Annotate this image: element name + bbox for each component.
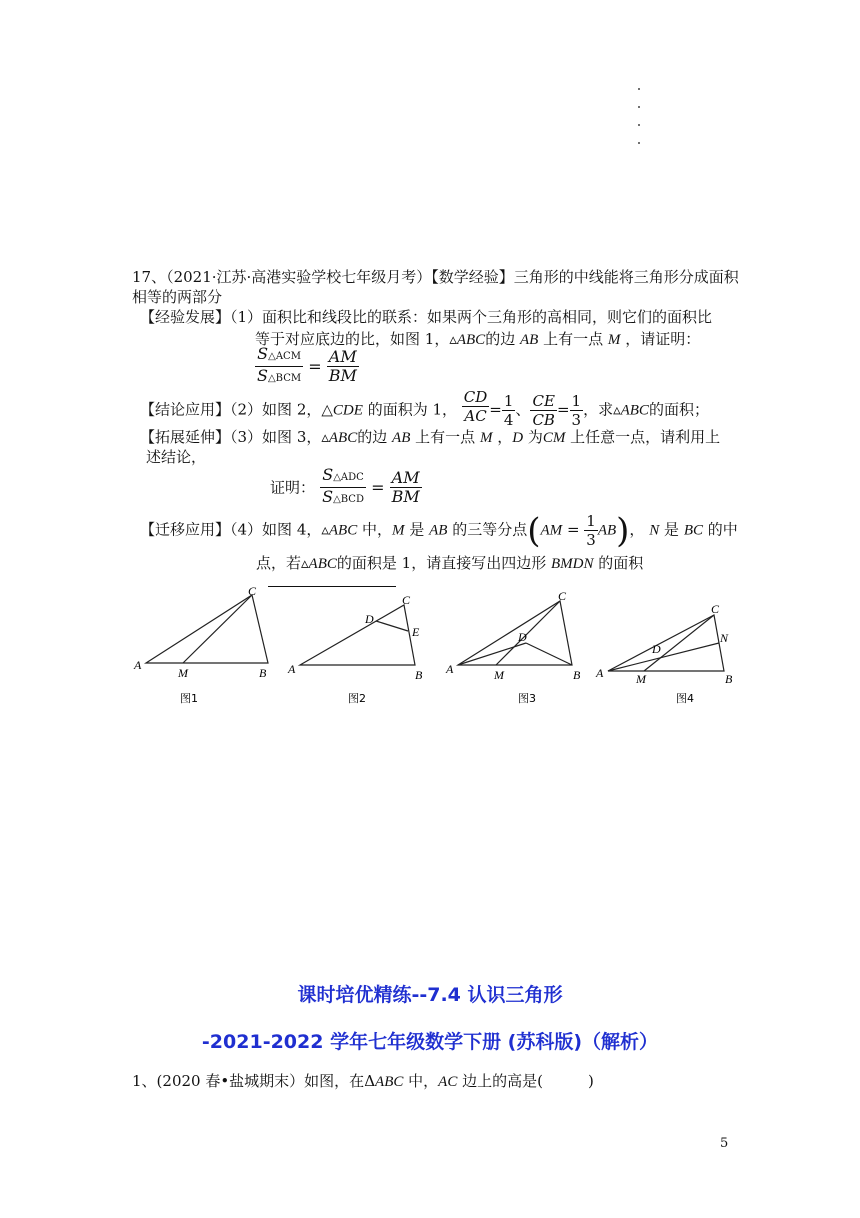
problem1-line: 1、(2020 春•盐城期末）如图，在ΔABC 中，AC 边上的高是( )	[132, 1072, 594, 1090]
fig1-label-b: B	[259, 666, 267, 680]
fig2-label-c: C	[402, 593, 411, 607]
fig4-label-a: A	[596, 666, 604, 680]
fig1-caption: 图1	[180, 692, 198, 705]
fig4-caption: 图4	[676, 692, 694, 705]
problem17-header-line1: 17、（2021·江苏·高港实验学校七年级月考）【数学经验】三角形的中线能将三角形分成面积	[132, 268, 739, 286]
formula-acm-bcm: $\frac{\text{S△ACM}}{\text{S△BCM}}$ = $\frac{AM}{BM}$	[257, 344, 357, 385]
part4-line2: 点，若▵ABC的面积是 1，请直接写出四边形 BMDN 的面积	[256, 554, 644, 572]
figure-1	[146, 595, 268, 663]
figures-row	[128, 585, 748, 710]
fig3-label-a: A	[446, 662, 454, 676]
fig3-label-c: C	[558, 589, 567, 603]
fig3-caption: 图3	[518, 692, 536, 705]
fig2-label-b: B	[415, 668, 423, 682]
fig4-label-b: B	[725, 672, 733, 686]
fig1-label-c: C	[248, 585, 257, 598]
figure-4	[608, 615, 724, 671]
section-title-line1: 课时培优精练--7.4 认识三角形	[297, 984, 563, 1006]
fig2-label-d: D	[365, 612, 374, 626]
fig1-label-a: A	[134, 658, 142, 672]
formula-adc-bcd: 证明： $\frac{\text{S△ADC}}{\text{S△BCD}}$ = $\frac{AM}{BM}$	[270, 465, 420, 506]
part3-line2: 述结论，	[146, 448, 207, 466]
part1-line1: 【经验发展】（1）面积比和线段比的联系：如果两个三角形的高相同，则它们的面积比	[140, 308, 713, 326]
section-title-line2: -2021-2022 学年七年级数学下册 (苏科版)（解析）	[201, 1031, 659, 1053]
part4-line1: 【迁移应用】（4）如图 4，▵ABC 中，M 是 AB 的三等分点(AM = $\frac{1}{3}$ AB)， N 是 BC 的中	[140, 510, 738, 551]
fig2-caption: 图2	[348, 692, 366, 705]
fig3-label-d: D	[518, 630, 527, 644]
fig1-label-m: M	[178, 666, 188, 680]
fig3-label-m: M	[494, 668, 504, 682]
fig3-label-b: B	[573, 668, 581, 682]
decorative-dots	[638, 88, 644, 160]
fig4-label-n: N	[720, 631, 729, 645]
page-number: 5	[720, 1136, 729, 1151]
fig2-label-e: E	[412, 625, 420, 639]
part1-line2: 等于对应底边的比，如图 1，▵ABC的边 AB 上有一点 M ，请证明：	[255, 330, 701, 348]
part3-line1: 【拓展延伸】（3）如图 3，▵ABC的边 AB 上有一点 M ，D 为CM 上任意一点，请利用上	[140, 428, 721, 446]
problem17-header-line2: 相等的两部分	[132, 288, 223, 306]
part2-line: 【结论应用】（2）如图 2，△CDE 的面积为 1， $\frac{CD}{AC}$ = $\frac{1}{4}$ 、 $\frac{CE}{CB}$ = $\frac{1}{3}$ ，求▵ABC的面积；	[140, 388, 709, 429]
fig2-label-a: A	[288, 662, 296, 676]
fig4-label-c: C	[711, 602, 720, 616]
figure-2	[300, 605, 415, 665]
fig4-label-d: D	[652, 642, 661, 656]
fig4-label-m: M	[636, 672, 646, 686]
figure-3	[458, 601, 572, 665]
